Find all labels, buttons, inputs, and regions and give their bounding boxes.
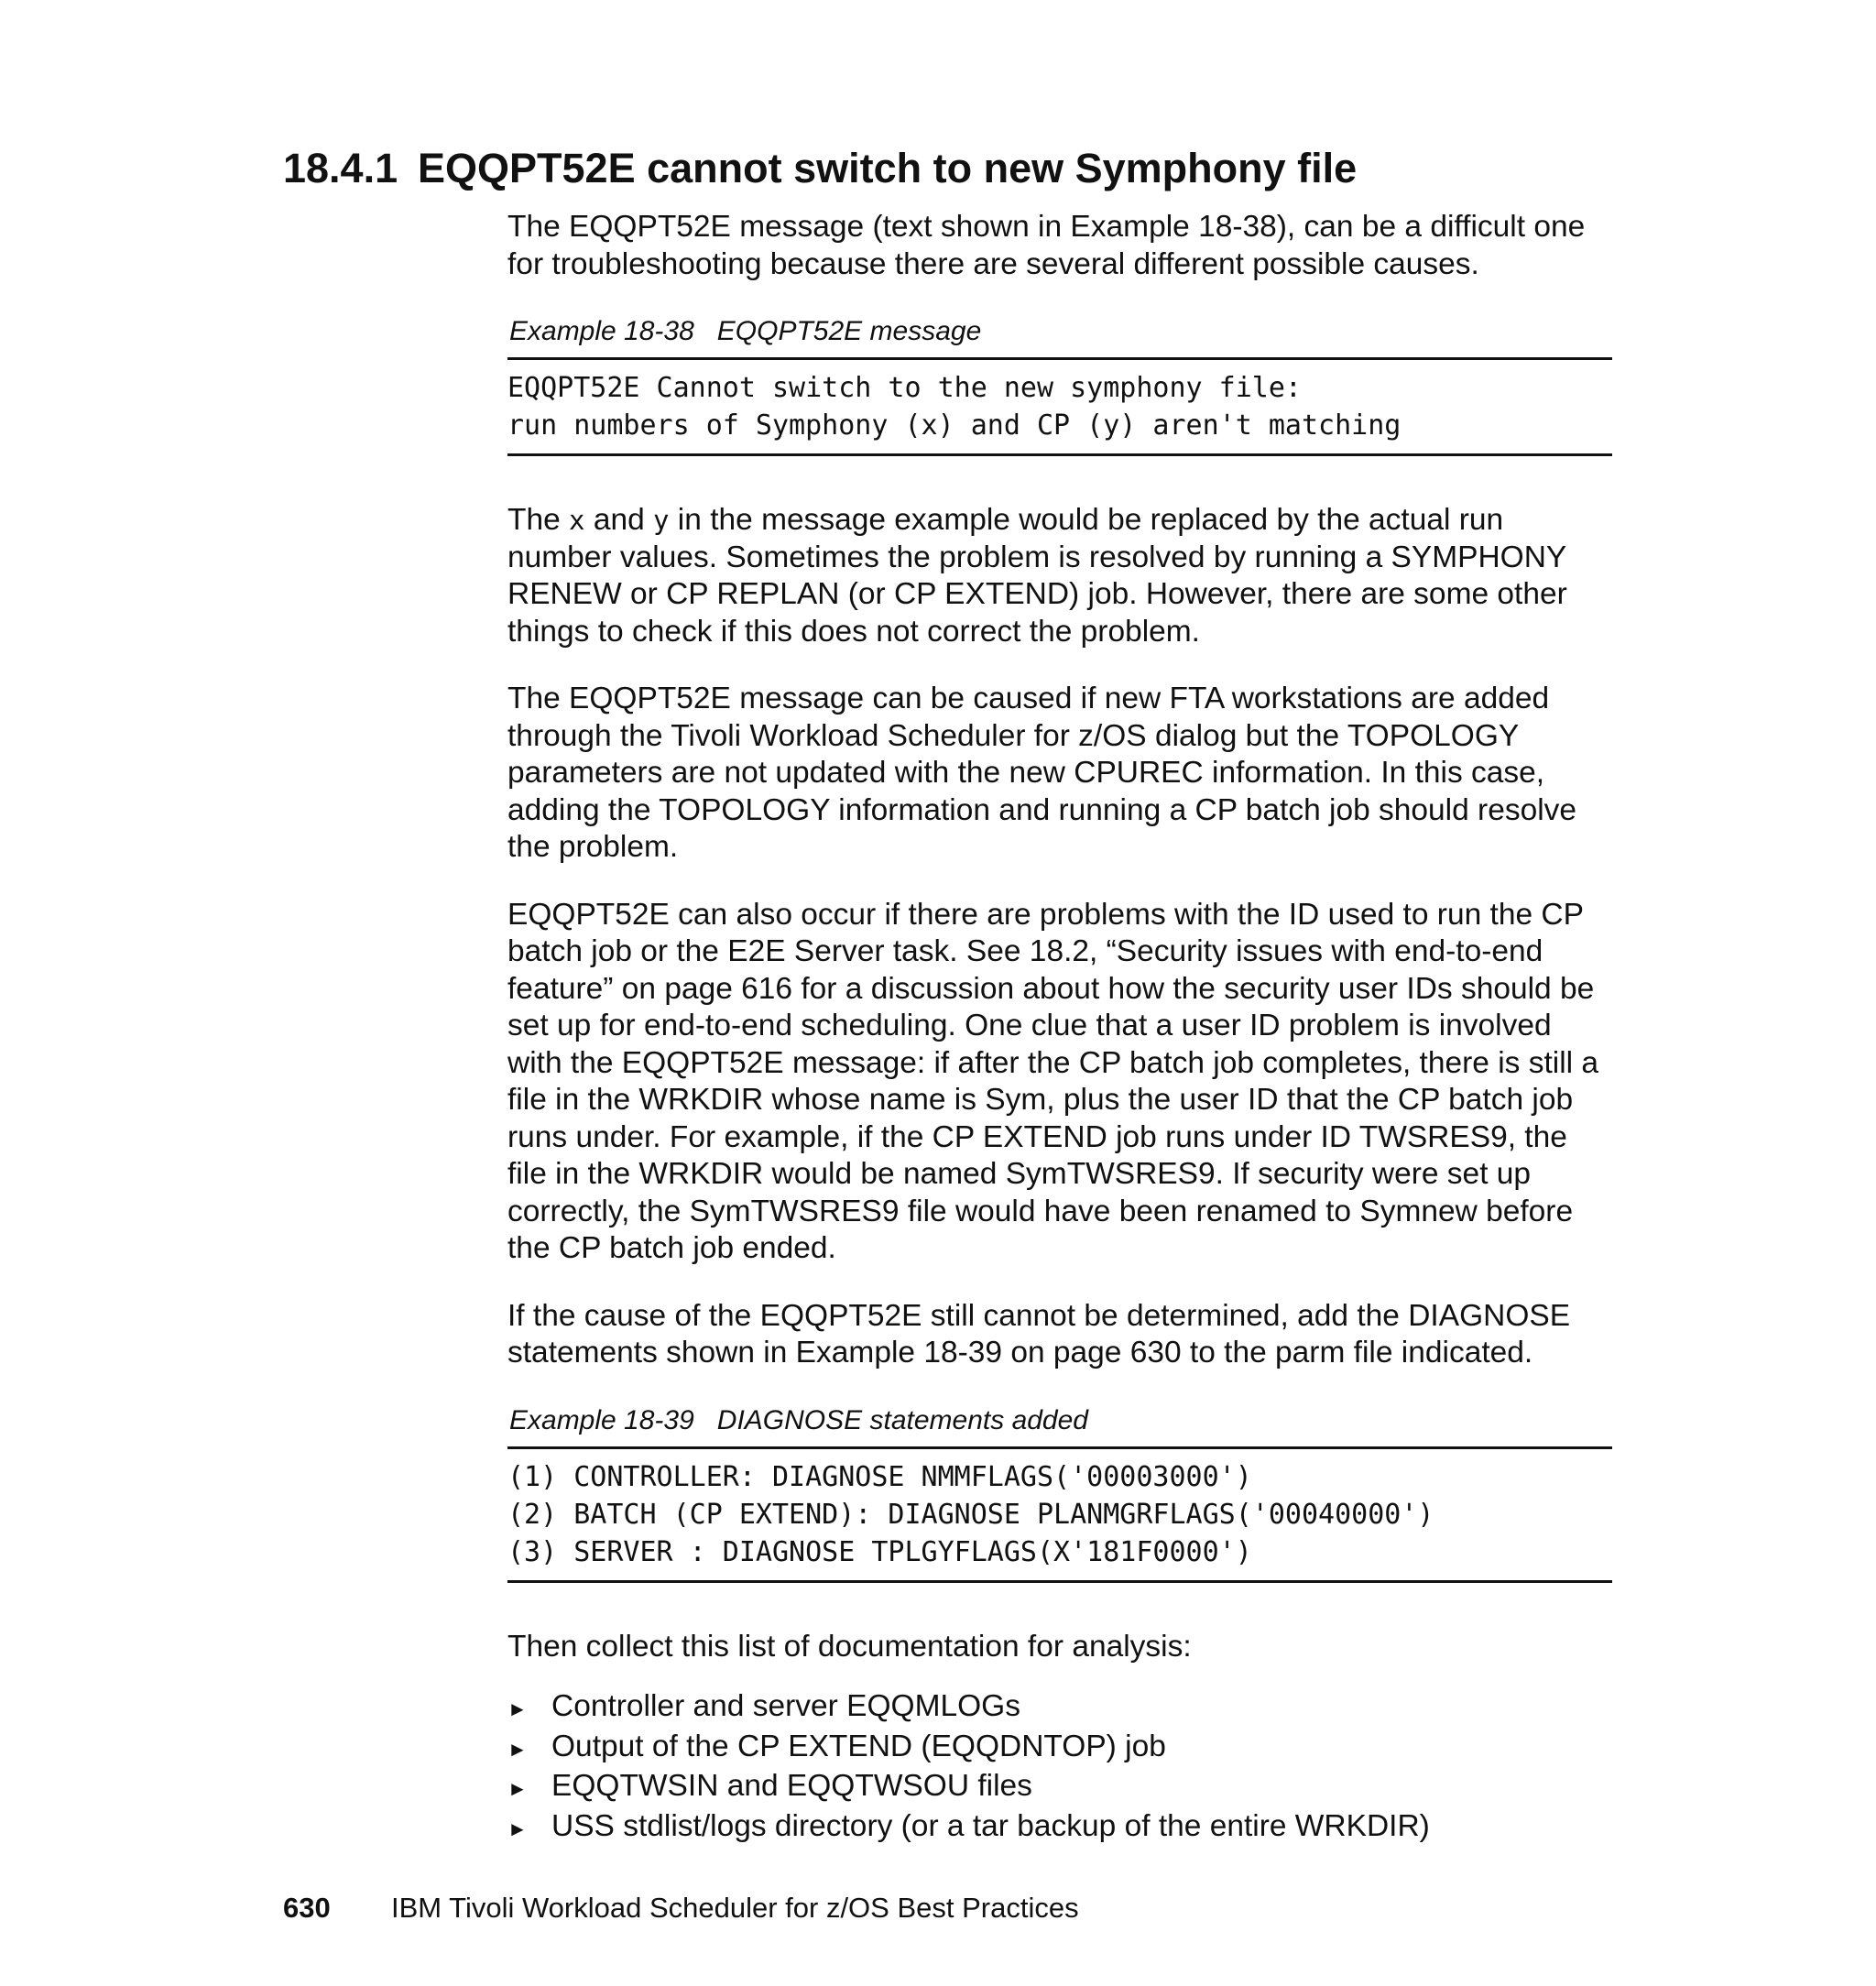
- example-label: Example 18-38: [509, 316, 694, 346]
- example-18-39-code-block: [507, 1446, 1612, 1583]
- example-title: EQQPT52E message: [716, 316, 982, 346]
- triangle-right-icon: ►: [507, 1697, 528, 1720]
- section-number: 18.4.1: [283, 145, 398, 191]
- text-run: in the message example would be replaced by the actual run number values. Sometimes the problem is resolved by running a SYMPHONY RENEW or CP REPLAN (or CP EXTEND) job. However, there are some other things to check if this does not correct the problem.: [507, 503, 1567, 649]
- list-item: [507, 1729, 1612, 1769]
- inline-code-x: x: [569, 505, 585, 536]
- code-line: (3) SERVER : DIAGNOSE TPLGYFLAGS(X'181F0000'): [507, 1535, 1252, 1568]
- example-18-38-code-block: [507, 357, 1612, 456]
- list-item: [507, 1688, 1612, 1729]
- triangle-right-icon: ►: [507, 1777, 528, 1800]
- list-item: [507, 1808, 1612, 1849]
- list-item-text: Controller and server EQQMLOGs: [551, 1689, 1020, 1723]
- section-heading: [283, 143, 1357, 194]
- list-item-text: USS stdlist/logs directory (or a tar backup of the entire WRKDIR): [551, 1808, 1430, 1843]
- code-line: EQQPT52E Cannot switch to the new symphony file:: [507, 372, 1302, 404]
- diagnose-paragraph: If the cause of the EQQPT52E still cannot be determined, add the DIAGNOSE statements shown in Example 18-39 on page 630 to the parm file indicated.: [507, 1298, 1571, 1369]
- fta-workstations-paragraph: The EQQPT52E message can be caused if new FTA workstations are added through the Tivoli Workload Scheduler for z/OS dialog but the TOPOLOGY parameters are not updated with the new CPUREC information. In this case, adding the TOPOLOGY information and running a CP batch job should resolve the problem.: [507, 682, 1577, 864]
- documentation-list: [507, 1688, 1612, 1848]
- list-item-text: Output of the CP EXTEND (EQQDNTOP) job: [551, 1729, 1166, 1763]
- collect-paragraph: Then collect this list of documentation for analysis:: [507, 1629, 1192, 1664]
- triangle-right-icon: ►: [507, 1817, 528, 1840]
- example-title: DIAGNOSE statements added: [716, 1404, 1088, 1435]
- triangle-right-icon: ►: [507, 1737, 528, 1761]
- list-item-text: EQQTWSIN and EQQTWSOU files: [551, 1769, 1032, 1803]
- text-run: and: [584, 503, 654, 537]
- book-title: IBM Tivoli Workload Scheduler for z/OS Best Practices: [391, 1892, 1079, 1924]
- page-number: 630: [283, 1892, 331, 1924]
- code-line: run numbers of Symphony (x) and CP (y) aren't matching: [507, 409, 1402, 442]
- example-label: Example 18-39: [509, 1404, 694, 1435]
- example-18-39-caption: [509, 1402, 1612, 1439]
- section-title: EQQPT52E cannot switch to new Symphony file: [418, 145, 1358, 191]
- security-paragraph: EQQPT52E can also occur if there are problems with the ID used to run the CP batch job or the E2E Server task. See 18.2, “Security issues with end-to-end feature” on page 616 for a discussion about how the security user IDs should be set up for end-to-end scheduling. One clue that a user ID problem is involved with the EQQPT52E message: if after the CP batch job completes, there is still a file in the WRKDIR whose name is Sym, plus the user ID that the CP batch job runs under. For example, if the CP EXTEND job runs under ID TWSRES9, the file in the WRKDIR would be named SymTWSRES9. If security were set up correctly, the SymTWSRES9 file would have been renamed to Symnew before the CP batch job ended.: [507, 897, 1599, 1265]
- example-18-38-caption: [509, 313, 1612, 350]
- list-item: [507, 1768, 1612, 1808]
- inline-code-y: y: [653, 505, 670, 536]
- code-line: (1) CONTROLLER: DIAGNOSE NMMFLAGS('00003000'): [507, 1460, 1252, 1493]
- run-number-paragraph: [507, 502, 1612, 650]
- code-line: (2) BATCH (CP EXTEND): DIAGNOSE PLANMGRFLAGS('00040000'): [507, 1498, 1434, 1531]
- intro-paragraph: The EQQPT52E message (text shown in Example 18-38), can be a difficult one for troubleshooting because there are several different possible causes.: [507, 210, 1586, 281]
- main-content: [507, 209, 1612, 1848]
- text-run: The: [507, 503, 570, 537]
- page-footer: [283, 1892, 1079, 1925]
